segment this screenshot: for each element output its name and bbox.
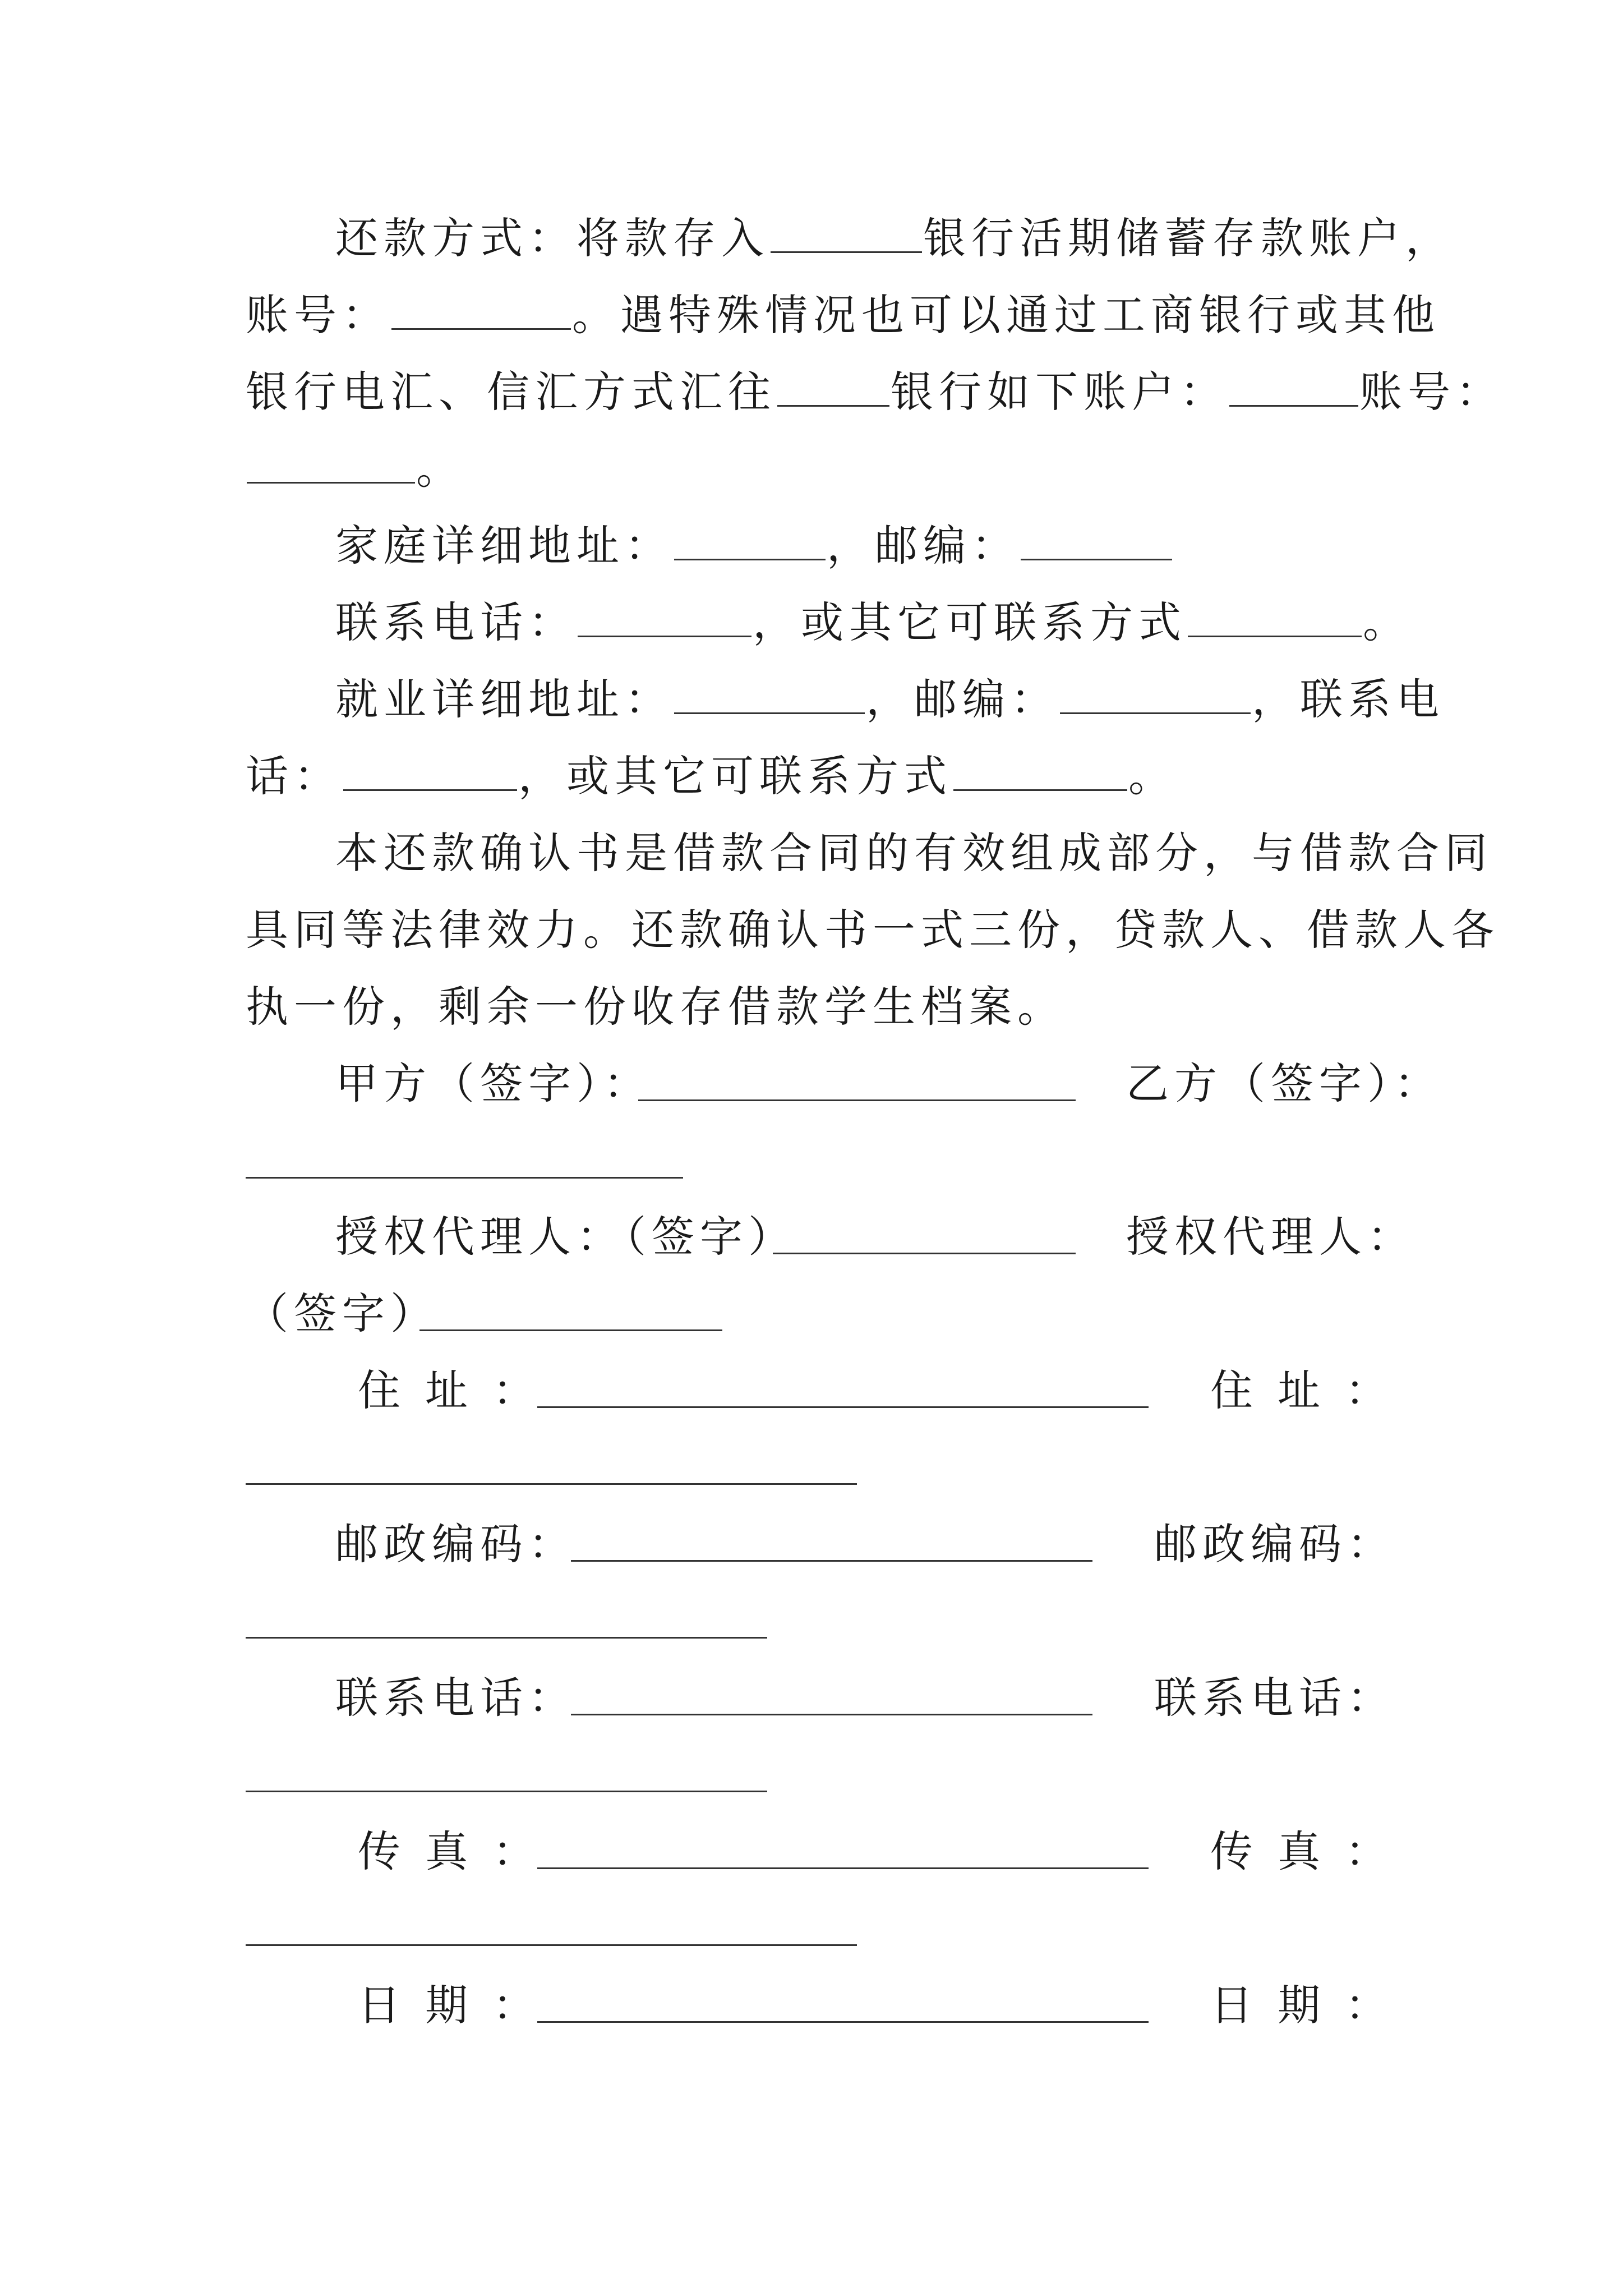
agent-a-signature-line xyxy=(773,1253,1076,1254)
phone-a-label: 联系电话： xyxy=(335,1673,577,1723)
text-fragment: ，或其它可联系方式 xyxy=(753,597,1187,647)
postcode-b-line xyxy=(246,1637,767,1639)
account-number-blank xyxy=(391,287,571,330)
text-line: 具同等法律效力。还款确认书一式三份，贷款人、借款人各 xyxy=(246,905,1500,955)
text-fragment: ，或其它可联系方式 xyxy=(518,751,952,801)
work-address-blank xyxy=(674,671,865,714)
home-address-blank xyxy=(674,517,826,560)
party-b-signature-line xyxy=(246,1177,683,1179)
postcode-a-line xyxy=(571,1560,1092,1562)
other-contact-blank xyxy=(1188,594,1362,637)
date-b-label: 日 期 ： xyxy=(1210,1980,1394,2030)
repayment-method-label: 还款方式：将款存入 xyxy=(335,213,769,263)
agent-b-signature-line xyxy=(419,1329,722,1331)
address-b-line xyxy=(246,1483,857,1485)
text-line xyxy=(335,208,1454,269)
fax-a-label: 传 真 ： xyxy=(358,1826,541,1876)
remit-bank-blank xyxy=(777,364,889,407)
phone-b-line xyxy=(246,1791,767,1792)
remit-account-blank xyxy=(1229,364,1358,407)
postcode-b-label: 邮政编码： xyxy=(1154,1519,1395,1569)
text-fragment: 话： xyxy=(246,751,342,801)
work-other-contact-blank xyxy=(953,748,1127,791)
text-fragment: 。 xyxy=(1128,751,1177,801)
work-postcode-blank xyxy=(1060,671,1251,714)
fax-a-line xyxy=(537,1867,1149,1869)
agent-b-label: 授权代理人： xyxy=(1126,1212,1415,1262)
text-fragment: ，联系电 xyxy=(1252,674,1445,724)
agent-a-label: 授权代理人：（签字） xyxy=(335,1212,796,1262)
text-line xyxy=(335,669,1445,730)
home-postcode-blank xyxy=(1021,517,1172,560)
work-phone-blank xyxy=(343,748,517,791)
address-a-label: 住 址 ： xyxy=(358,1365,541,1415)
text-line xyxy=(246,438,464,500)
text-line xyxy=(335,515,1173,577)
account-label: 账号： xyxy=(246,290,390,340)
text-fragment: 账号： xyxy=(1359,367,1504,417)
address-a-line xyxy=(537,1406,1149,1408)
bank-name-blank xyxy=(771,210,922,253)
text-fragment: ，邮编： xyxy=(866,674,1059,724)
fax-b-line xyxy=(246,1944,857,1946)
text-fragment: 。 xyxy=(416,444,464,494)
text-line xyxy=(246,284,1440,346)
date-a-line xyxy=(537,2021,1149,2023)
text-fragment: 银行活期储蓄存款账户， xyxy=(923,213,1454,263)
text-line xyxy=(246,746,1177,807)
text-fragment: 。遇特殊情况也可以通过工商银行或其他 xyxy=(572,290,1440,340)
date-a-label: 日 期 ： xyxy=(358,1980,541,2030)
phone-label: 联系电话： xyxy=(335,597,577,647)
text-fragment: 银行电汇、信汇方式汇往 xyxy=(246,367,776,417)
party-a-signature-line xyxy=(638,1099,1076,1101)
agent-b-sign-label: （签字） xyxy=(246,1289,439,1338)
phone-a-line xyxy=(571,1714,1092,1715)
address-b-label: 住 址 ： xyxy=(1210,1365,1394,1415)
fax-b-label: 传 真 ： xyxy=(1210,1826,1394,1876)
text-line xyxy=(335,592,1411,654)
text-fragment: 。 xyxy=(1363,597,1411,647)
text-line: 本还款确认书是借款合同的有效组成部分，与借款合同 xyxy=(335,828,1493,878)
phone-blank xyxy=(578,594,751,637)
home-address-label: 家庭详细地址： xyxy=(335,521,673,570)
text-line xyxy=(246,361,1504,423)
text-fragment: ，邮编： xyxy=(827,521,1020,570)
work-address-label: 就业详细地址： xyxy=(335,674,673,724)
postcode-a-label: 邮政编码： xyxy=(335,1519,577,1569)
text-fragment: 银行如下账户： xyxy=(891,367,1228,417)
remit-account-number-blank xyxy=(247,440,415,484)
party-b-label: 乙方（签字）： xyxy=(1126,1059,1442,1108)
text-line: 执一份，剩余一份收存借款学生档案。 xyxy=(246,982,1066,1032)
phone-b-label: 联系电话： xyxy=(1154,1673,1395,1723)
party-a-label: 甲方（签字）： xyxy=(335,1059,652,1108)
